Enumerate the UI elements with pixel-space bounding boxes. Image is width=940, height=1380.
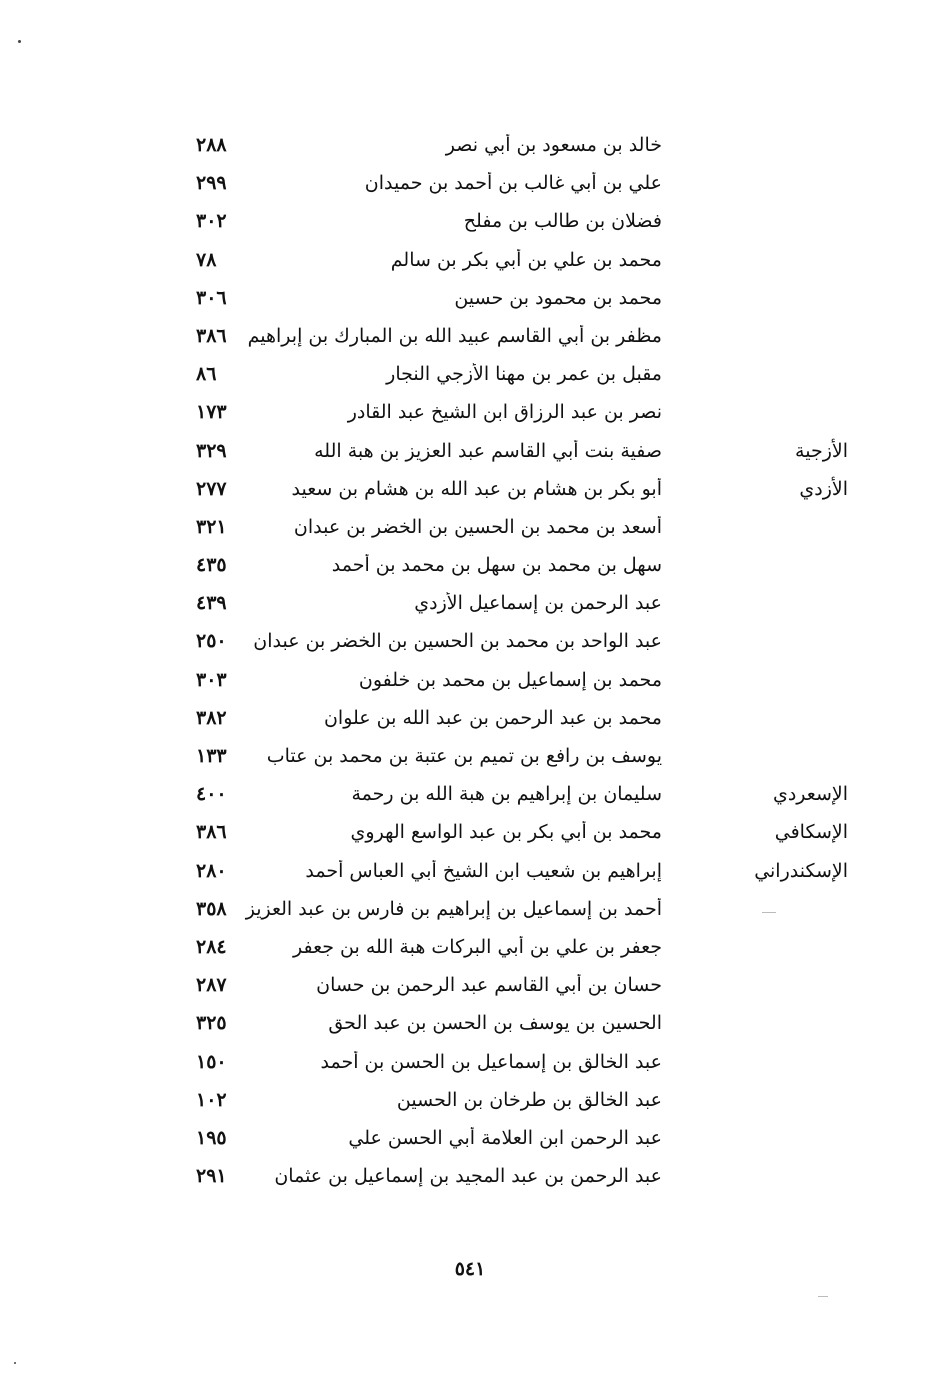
scan-mark [818,1296,828,1297]
index-entry [0,128,940,166]
index-entry [0,166,940,204]
index-entry [0,1006,940,1044]
page-reference: ٤٣٩ [196,592,227,615]
index-entry [0,663,940,701]
page-reference: ٣٠٦ [196,286,227,309]
index-entry [0,510,940,548]
person-name: محمد بن علي بن أبي بكر بن سالم [390,248,662,271]
person-name: سليمان بن إبراهيم بن هبة الله بن رحمة [351,783,662,806]
person-name: محمد بن عبد الرحمن بن عبد الله بن علوان [323,706,662,729]
page-reference: ٣٢٩ [196,439,227,462]
index-entry [0,624,940,662]
page-reference: ٢٩٩ [196,172,227,195]
nisba-heading: الأزدي [799,477,848,500]
scan-speck [14,1362,16,1364]
index-entry [0,586,940,624]
page-reference: ٣٢١ [196,515,227,538]
person-name: الحسين بن يوسف بن الحسن بن عبد الحق [328,1012,662,1035]
index-entry [0,243,940,281]
person-name: مقبل بن عمر بن مهنا الأزجي النجار [386,363,662,386]
index-entry [0,281,940,319]
person-name: أبو بكر بن هشام بن عبد الله بن هشام بن سعيد [291,477,662,500]
index-entry [0,548,940,586]
index-entry [0,892,940,930]
person-name: مظفر بن أبي القاسم عبيد الله بن المبارك بن إبراهيم [247,324,662,347]
index-entry [0,395,940,433]
nisba-heading: الإسكافي [774,821,848,844]
person-name: فضلان بن طالب بن مفلح [463,210,662,233]
scan-speck [18,40,21,43]
person-name: سهل بن محمد بن سهل بن محمد بن أحمد [331,554,662,577]
page-reference: ٢٩١ [196,1165,227,1188]
index-entry [0,1045,940,1083]
index-entry [0,739,940,777]
person-name: عبد الرحمن ابن العلامة أبي الحسن علي [348,1126,662,1149]
person-name: جعفر بن علي بن أبي البركات هبة الله بن جعفر [293,935,662,958]
person-name: عبد الخالق بن طرخان بن الحسين [396,1088,662,1111]
person-name: نصر بن عبد الرزاق ابن الشيخ عبد القادر [347,401,662,424]
index-entry [0,968,940,1006]
page-reference: ٨٦ [196,363,217,386]
person-name: عبد الخالق بن إسماعيل بن الحسن بن أحمد [320,1050,662,1073]
nisba-heading: الأزجية [795,439,848,462]
index-entry [0,930,940,968]
page-reference: ٧٨ [196,248,217,271]
index-entry [0,1083,940,1121]
person-name: إبراهيم بن شعيب ابن الشيخ أبي العباس أحمد [305,859,662,882]
person-name: عبد الرحمن بن إسماعيل الأزدي [414,592,662,615]
page-reference: ٢٧٧ [196,477,227,500]
index-entry [0,815,940,853]
index-entry [0,204,940,242]
nisba-heading: الإسكندراني [754,859,848,882]
person-name: عبد الواحد بن محمد بن الحسين بن الخضر بن عبدان [253,630,662,653]
index-entries-list [0,128,940,1197]
person-name: محمد بن محمود بن حسين [454,286,662,309]
page-reference: ٢٥٠ [196,630,227,653]
page-reference: ٣٨٦ [196,821,227,844]
page-reference: ٣٨٢ [196,706,227,729]
page-reference: ٢٨٨ [196,134,227,156]
index-entry [0,777,940,815]
page-reference: ٣٥٨ [196,897,227,920]
page-reference: ٤٠٠ [196,783,227,806]
page-reference: ٣٨٦ [196,324,227,347]
page-reference: ٢٨٤ [196,935,227,958]
index-entry [0,357,940,395]
person-name: أحمد بن إسماعيل بن إبراهيم بن فارس بن عبد العزيز [245,897,662,920]
page-reference: ٣٠٣ [196,668,227,691]
person-name: عبد الرحمن بن عبد المجيد بن إسماعيل بن عثمان [274,1165,662,1188]
page-reference: ٢٨٠ [196,859,227,882]
nisba-heading: الإسعردي [772,783,848,806]
page-reference: ٢٨٧ [196,974,227,997]
person-name: أسعد بن محمد بن الحسين بن الخضر بن عبدان [293,515,662,538]
index-entry [0,434,940,472]
person-name: يوسف بن رافع بن تميم بن عتبة بن محمد بن عتاب [266,745,662,767]
page-reference: ١٥٠ [196,1050,227,1073]
page-reference: ٣٢٥ [196,1012,227,1035]
index-entry [0,319,940,357]
page-reference: ١٠٢ [196,1088,227,1111]
page-reference: ١٩٥ [196,1126,227,1149]
page-reference: ١٣٣ [196,745,227,767]
page-reference: ٤٣٥ [196,554,227,577]
person-name: محمد بن أبي بكر بن عبد الواسع الهروي [350,821,662,844]
page-number: ٥٤١ [454,1258,486,1280]
person-name: حسان بن أبي القاسم عبد الرحمن بن حسان [316,974,662,997]
page-reference: ١٧٣ [196,401,227,424]
person-name: صفية بنت أبي القاسم عبد العزيز بن هبة الله [314,439,662,462]
index-entry [0,472,940,510]
page-reference: ٣٠٢ [196,210,227,233]
index-entry [0,701,940,739]
person-name: علي بن أبي غالب بن أحمد بن حميدان [364,172,662,195]
person-name: محمد بن إسماعيل بن محمد بن خلفون [358,668,662,691]
index-entry [0,1159,940,1197]
index-entry [0,854,940,892]
person-name: خالد بن مسعود بن أبي نصر [445,134,662,156]
index-entry [0,1121,940,1159]
